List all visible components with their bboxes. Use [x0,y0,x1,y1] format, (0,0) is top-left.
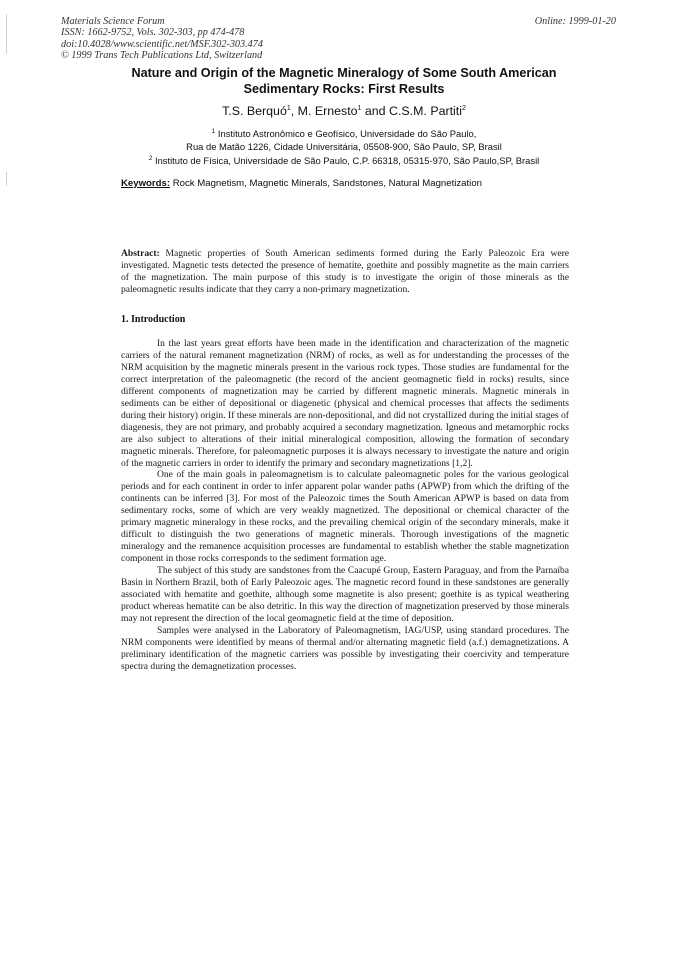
copyright-line: © 1999 Trans Tech Publications Ltd, Switzerland [61,50,263,62]
keywords-text: Rock Magnetism, Magnetic Minerals, Sandstones, Natural Magnetization [170,178,482,189]
paper-title [80,65,608,97]
affiliation-text: Instituto Astronômico e Geofísico, Universidade do São Paulo, [215,128,477,140]
author-name: and C.S.M. Partiti [361,104,462,118]
keywords [121,178,601,189]
journal-header [61,16,361,62]
author-sup: 1 [286,104,291,112]
title-line-1: Nature and Origin of the Magnetic Mineralogy of Some South American [131,66,557,80]
paragraph: In the last years great efforts have been made in the identification and characterization of the magnetic carriers of the natural remanent magnetization (NRM) of rocks, as well as for understanding the processes of the NRM acquisition by the magnetic minerals present in the various rock types. Those studies are fundamental for the correct interpretation of the paleomagnetic (the record of the ancient geomagnetic field in rocks) results, since different components of magnetization may be carried by different magnetic minerals. Magnetic minerals in sediments can be either of depositional or diagenetic (physical and chemical processes that affects the sediments during their history) origin. If these minerals are non-depositional, and did not crystallized during the initial stages of diagenesis, they are not primary, and probably acquired a secondary magnetization. Igneous and metamorphic rocks are also subject to alterations of their initial mineralogical composition, allowing the formation of secondary magnetic minerals. Therefore, for paleomagnetic purposes it is always necessary to investigate the nature and origin of the magnetic carriers in order to identify the primary and secondary magnetizations [1,2]. [121,338,569,469]
issn-line: ISSN: 1662-9752, Vols. 302-303, pp 474-478 [61,27,245,39]
abstract-text: Magnetic properties of South American sediments formed during the Early Paleozoic Era were investigated. Magnetic tests detected the presence of hematite, goethite and possibly magnetite as the main carriers of the magnetization. The main purpose of this study is to investigate the origin of those minerals as the paleomagnetic results indicate that they carry a non-primary magnetization. [121,248,569,295]
body-text [121,338,569,673]
keywords-label: Keywords: [121,178,171,189]
title-line-2: Sedimentary Rocks: First Results [243,82,445,96]
affiliation-2 [80,153,608,168]
author-name: , M. Ernesto [290,104,358,118]
author-list [80,104,608,118]
affiliation-sup: 1 [211,128,216,135]
affiliation-text: Rua de Matão 1226, Cidade Universitária, 05508-900, São Paulo, SP, Brasil [186,140,502,152]
affiliation-1 [80,126,608,153]
paragraph: The subject of this study are sandstones from the Caacupé Group, Eastern Paraguay, and from the Parnaíba Basin in Northern Brazil, both of Early Paleozoic ages. The magnetic record found in these sandstones are generally associated with hematite and goethite, although some magnetite is also present; goethite is as typical weathering product whereas hematite can be also detritic. In this way the direction of magnetization preserved by those minerals may not represent the direction of the local geomagnetic field at the time of deposition. [121,565,569,624]
online-date: Online: 1999-01-20 [534,16,616,27]
affiliation-sup: 2 [148,155,153,162]
doi-link[interactable]: doi:10.4028/www.scientific.net/MSF.302-303.474 [61,38,263,50]
scan-edge-mark [6,172,7,186]
author-sup: 2 [462,104,466,112]
abstract [121,248,569,296]
section-heading: 1. Introduction [121,314,186,325]
author-sup: 1 [357,104,362,112]
abstract-label: Abstract: [121,248,160,259]
scan-edge-mark [6,14,7,54]
affiliation-text: Instituto de Física, Universidade de São Paulo, C.P. 66318, 05315-970, São Paulo,SP, Brasil [152,155,540,167]
journal-name: Materials Science Forum [61,16,165,27]
paragraph: Samples were analysed in the Laboratory of Paleomagnetism, IAG/USP, using standard procedures. The NRM components were identified by means of thermal and/or alternating magnetic field (a.f.) demagnetizations. A preliminary identification of the magnetic carriers was possible by investigating their coercivity and temperature spectra during the demagnetization processes. [121,624,569,672]
paragraph: One of the main goals in paleomagnetism is to calculate paleomagnetic poles for the various geological periods and for each continent in order to infer apparent polar wander paths (APWP) from which the drifting of the continents can be inferred [3]. For most of the Paleozoic times the South American APWP is based on data from sedimentary rocks, some of which are very weakly magnetized. The depositional or chemical character of the primary magnetic mineralogy in these rocks, and the prevailing chemical origin of the secondary minerals, make it difficult to distinguish the two generations of magnetic minerals. Thorough investigations of the magnetic mineralogy and the remanence acquisition processes are fundamental to establish whether the stable magnetization component in those rocks corresponds to the sediment formation age. [121,469,569,565]
author-name: T.S. Berquó [222,104,287,118]
